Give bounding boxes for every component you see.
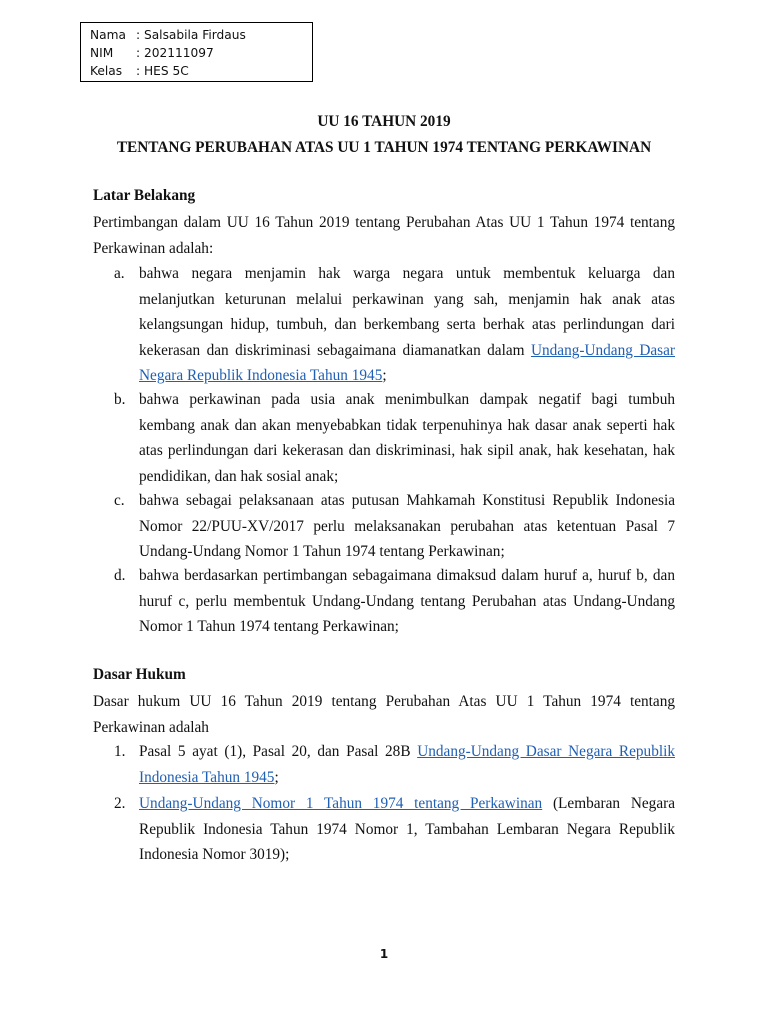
list-text: bahwa berdasarkan pertimbangan sebagaimana dimaksud dalam huruf a, huruf b, dan huruf c, perlu membentuk Undang-Undang tentang Perubahan atas Undang-Undang Nomor 1 Tahun 1974 tentang Perkawinan;: [139, 567, 675, 635]
list-item: [114, 739, 675, 790]
uud-1945-link[interactable]: Undang-Undang Dasar Negara Republik Indonesia Tahun 1945: [139, 743, 675, 786]
list-item: [114, 791, 675, 868]
identity-row-kelas: [90, 62, 304, 80]
identity-key: Kelas: [90, 64, 123, 78]
latar-intro: Pertimbangan dalam UU 16 Tahun 2019 tentang Perubahan Atas UU 1 Tahun 1974 tentang Perkawinan adalah:: [93, 214, 675, 257]
dasar-intro: Dasar hukum UU 16 Tahun 2019 tentang Perubahan Atas UU 1 Tahun 1974 tentang Perkawinan adalah: [93, 693, 675, 736]
list-text: [139, 791, 675, 868]
uud-1945-link[interactable]: Undang-Undang Dasar Negara Republik Indonesia Tahun 1945: [139, 341, 675, 384]
list-text-tail: ;: [274, 768, 279, 786]
identity-value: : 202111097: [136, 46, 214, 60]
list-text: bahwa sebagai pelaksanaan atas putusan Mahkamah Konstitusi Republik Indonesia Nomor 22/PUU-XV/2017 perlu melaksanakan perubahan atas ketentuan Pasal 7 Undang-Undang Nomor 1 Tahun 1974 tentang Perkawinan;: [139, 492, 675, 560]
identity-value: : HES 5C: [136, 64, 189, 78]
identity-key: NIM: [90, 46, 114, 60]
section-heading-latar: Latar Belakang: [93, 187, 196, 204]
list-item: [114, 387, 675, 489]
page-number: 1: [379, 947, 389, 961]
document-subtitle: TENTANG PERUBAHAN ATAS UU 1 TAHUN 1974 TENTANG PERKAWINAN: [116, 139, 652, 156]
document-title: UU 16 TAHUN 2019: [317, 113, 451, 130]
list-item: [114, 563, 675, 640]
list-marker: d.: [114, 567, 126, 584]
list-text: [139, 261, 675, 389]
list-marker: c.: [114, 492, 125, 509]
identity-box: [80, 22, 313, 82]
identity-row-nim: [90, 44, 304, 62]
list-item: [114, 488, 675, 565]
list-text: bahwa perkawinan pada usia anak menimbulkan dampak negatif bagi tumbuh kembang anak dan akan menyebabkan tidak terpenuhinya hak dasar anak seperti hak atas perlindungan dari kekerasan dan diskriminasi, hak sipil anak, hak kesehatan, hak pendidikan, dan hak sosial anak;: [139, 391, 675, 485]
section-heading-dasar: Dasar Hukum: [93, 666, 186, 683]
list-text-tail: ;: [382, 367, 387, 384]
list-text: [139, 739, 675, 790]
list-item: [114, 261, 675, 389]
list-marker: a.: [114, 265, 125, 282]
list-marker: 1.: [114, 743, 126, 760]
list-text-tail: (Lembaran Negara Republik Indonesia Tahun 1974 Nomor 1, Tambahan Lembaran Negara Republik Indonesia Nomor 3019);: [139, 795, 675, 863]
identity-row-nama: [90, 26, 304, 44]
list-marker: b.: [114, 391, 126, 408]
list-marker: 2.: [114, 795, 126, 812]
identity-key: Nama: [90, 28, 126, 42]
list-text-body: Pasal 5 ayat (1), Pasal 20, dan Pasal 28B: [139, 743, 418, 760]
identity-value: : Salsabila Firdaus: [136, 28, 246, 42]
list-text-body: bahwa negara menjamin hak warga negara untuk membentuk keluarga dan melanjutkan keturunan melalui perkawinan yang sah, menjamin hak anak atas kelangsungan hidup, tumbuh, dan berkembang serta berhak atas perlindungan dari kekerasan dan diskriminasi sebagaimana diamanatkan dalam: [139, 265, 675, 359]
uu-1-1974-link[interactable]: Undang-Undang Nomor 1 Tahun 1974 tentang Perkawinan: [139, 795, 543, 812]
